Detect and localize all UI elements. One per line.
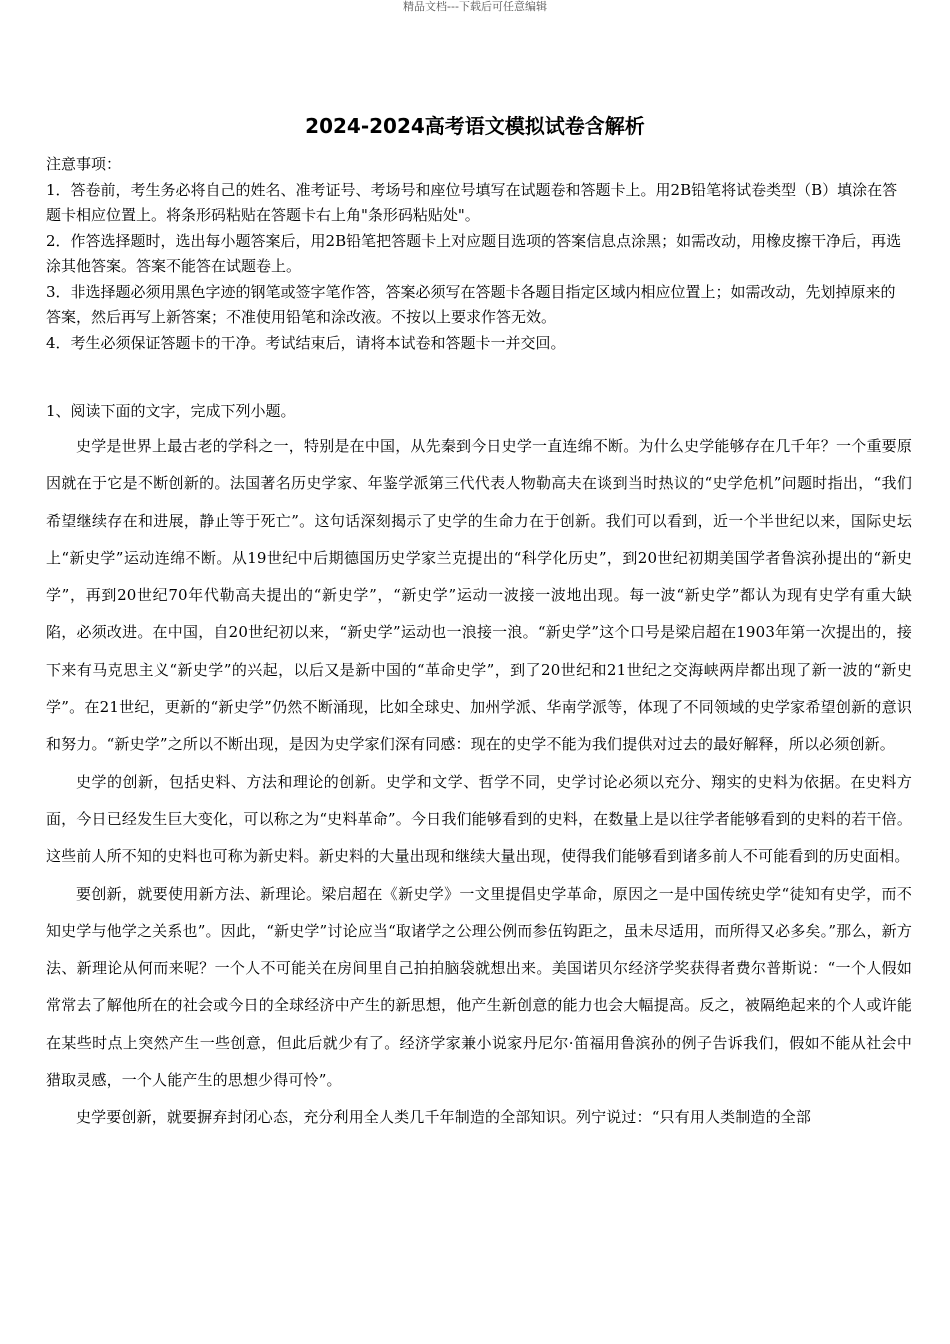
instruction-item: 1．答卷前，考生务必将自己的姓名、准考证号、考场号和座位号填写在试题卷和答题卡上。用2B铅笔将试卷类型（B）填涂在答题卡相应位置上。将条形码粘贴在答题卡右上角"条形码粘贴处"。 bbox=[46, 180, 898, 224]
reading-passage bbox=[46, 428, 912, 1137]
passage-paragraph: 要创新，就要使用新方法、新理论。梁启超在《新史学》一文里提倡史学革命，原因之一是中国传统史学“徒知有史学，而不知史学与他学之关系也”。因此，“新史学”讨论应当“取诸学之公理公例而参伍钩距之，虽未尽适用，而所得又必多矣。”那么，新方法、新理论从何而来呢？一个人不可能关在房间里自己拍拍脑袋就想出来。美国诺贝尔经济学奖获得者费尔普斯说：“一个人假如常常去了解他所在的社会或今日的全球经济中产生的新思想，他产生新创意的能力也会大幅提高。反之，被隔绝起来的个人或许能在某些时点上突然产生一些创意，但此后就少有了。经济学家兼小说家丹尼尔·笛福用鲁滨孙的例子告诉我们，假如不能从社会中猎取灵感，一个人能产生的思想少得可怜”。 bbox=[46, 884, 912, 1090]
exam-instructions bbox=[46, 152, 908, 356]
instructions-heading: 注意事项： bbox=[46, 155, 122, 173]
question-1 bbox=[46, 398, 912, 1137]
instruction-item: 2．作答选择题时，选出每小题答案后，用2B铅笔把答题卡上对应题目选项的答案信息点涂黑；如需改动，用橡皮擦干净后，再选涂其他答案。答案不能答在试题卷上。 bbox=[46, 231, 902, 275]
instruction-item: 4．考生必须保证答题卡的干净。考试结束后，请将本试卷和答题卡一并交回。 bbox=[46, 333, 566, 352]
passage-paragraph: 史学要创新，就要摒弃封闭心态，充分利用全人类几千年制造的全部知识。列宁说过：“只有用人类制造的全部 bbox=[76, 1108, 812, 1127]
passage-paragraph: 史学的创新，包括史料、方法和理论的创新。史学和文学、哲学不同，史学讨论必须以充分、翔实的史料为依据。在史料方面，今日已经发生巨大变化，可以称之为“史料革命”。今日我们能够看到的史料，在数量上是以往学者能够看到的史料的若干倍。这些前人所不知的史料也可称为新史料。新史料的大量出现和继续大量出现，使得我们能够看到诸多前人不可能看到的历史面相。 bbox=[46, 772, 912, 866]
question-heading: 1、阅读下面的文字，完成下列小题。 bbox=[46, 402, 296, 420]
passage-paragraph: 史学是世界上最古老的学科之一，特别是在中国，从先秦到今日史学一直连绵不断。为什么史学能够存在几千年？一个重要原因就在于它是不断创新的。法国著名历史学家、年鉴学派第三代代表人物勒高夫在谈到当时热议的“史学危机”问题时指出，“我们希望继续存在和进展，静止等于死亡”。这句话深刻揭示了史学的生命力在于创新。我们可以看到，近一个半世纪以来，国际史坛上“新史学”运动连绵不断。从19世纪中后期德国历史学家兰克提出的“科学化历史”，到20世纪初期美国学者鲁滨孙提出的“新史学”，再到20世纪70年代勒高夫提出的“新史学”，“新史学”运动一波接一波地出现。每一波“新史学”都认为现有史学有重大缺陷，必须改进。在中国，自20世纪初以来，“新史学”运动也一浪接一浪。“新史学”这个口号是梁启超在1903年第一次提出的，接下来有马克思主义“新史学”的兴起，以后又是新中国的“革命史学”，到了20世纪和21世纪之交海峡两岸都出现了新一波的“新史学”。在21世纪，更新的“新史学”仍然不断涌现，比如全球史、加州学派、华南学派等，体现了不同领域的史学家希望创新的意识和努力。“新史学”之所以不断出现，是因为史学家们深有同感：现在的史学不能为我们提供对过去的最好解释，所以必须创新。 bbox=[46, 437, 912, 754]
page-header-watermark: 精品文档---下载后可任意编辑 bbox=[403, 0, 547, 13]
document-title: 2024-2024高考语文模拟试卷含解析 bbox=[305, 114, 645, 138]
instruction-item: 3．非选择题必须用黑色字迹的钢笔或签字笔作答，答案必须写在答题卡各题目指定区域内相应位置上；如需改动，先划掉原来的答案，然后再写上新答案；不准使用铅笔和涂改液。不按以上要求作答无效。 bbox=[46, 282, 896, 326]
